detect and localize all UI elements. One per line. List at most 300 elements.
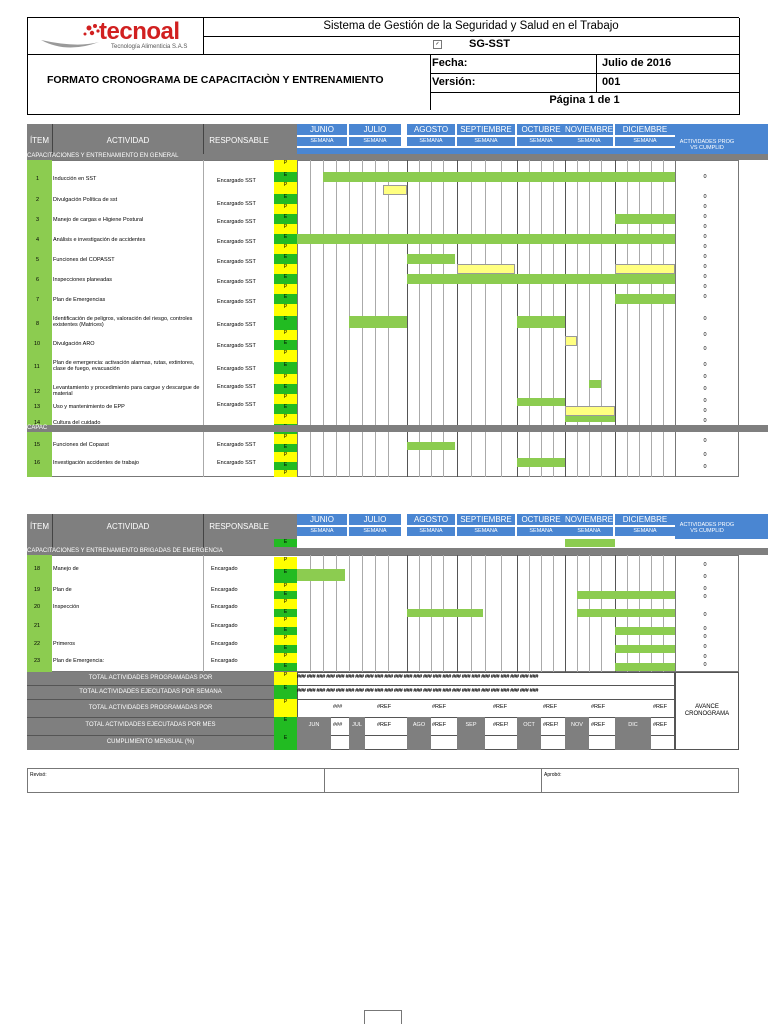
hash: ### xyxy=(500,688,509,694)
system-code: SG-SST xyxy=(469,38,510,50)
e-cell: E xyxy=(274,254,297,264)
e-cell: E xyxy=(274,645,297,653)
hash: ### xyxy=(384,688,393,694)
row-22-resp: Encargado xyxy=(211,641,238,647)
avance-value: 0 xyxy=(703,418,707,424)
col-actividad-2: ACTIVIDAD xyxy=(106,522,150,531)
hash: ### xyxy=(306,688,316,694)
p-cell: P xyxy=(274,672,297,685)
hash: ### xyxy=(403,688,413,694)
row-15-resp: Encargado SST xyxy=(217,442,256,448)
hash: ### xyxy=(345,688,354,694)
e-cell: E xyxy=(274,214,297,224)
avance-value: 0 xyxy=(703,332,707,338)
p-cell: P xyxy=(274,304,297,316)
p-cell: P xyxy=(274,350,297,362)
row-4-resp: Encargado SST xyxy=(217,239,256,245)
row-6-num: 6 xyxy=(36,277,40,283)
semana-6: SEMANA xyxy=(565,137,613,146)
e-cell: E xyxy=(274,685,297,699)
row-5-num: 5 xyxy=(36,257,40,263)
row-21-resp: Encargado xyxy=(211,623,238,629)
row-13-resp: Encargado SST xyxy=(217,402,256,408)
doc-title: FORMATO CRONOGRAMA DE CAPACITACIÒN Y ENTRENAMIENTO xyxy=(47,74,384,86)
hash: ### xyxy=(422,674,432,680)
semana-2-2: SEMANA xyxy=(349,527,401,536)
row-12-act: Levantamiento y procedimiento para cargue y descargue de material xyxy=(53,385,200,397)
semana-2-5: SEMANA xyxy=(517,527,565,536)
avance-value: 0 xyxy=(703,346,707,352)
row-15-num: 15 xyxy=(34,442,41,448)
hash: ### xyxy=(529,674,539,680)
hash: ### xyxy=(510,688,519,694)
bar-row-12 xyxy=(589,380,601,388)
month-junio: JUNIO xyxy=(297,124,347,135)
row-10-resp: Encargado SST xyxy=(217,343,256,349)
avance-value: 0 xyxy=(703,204,707,210)
ref-jun-e: ### xyxy=(333,722,343,728)
row-12-resp: Encargado SST xyxy=(217,384,256,390)
ref-dic-e: #REF xyxy=(653,722,668,728)
col-avance-2: ACTIVIDADES PROG VS CUMPLID xyxy=(679,522,735,534)
hash: ### xyxy=(374,688,384,694)
row-2-resp: Encargado SST xyxy=(217,201,256,207)
row-1-resp: Encargado SST xyxy=(217,178,256,184)
hash: ### xyxy=(471,674,480,680)
avance-cronograma: AVANCE CRONOGRAMA xyxy=(684,704,730,717)
avance-value: 0 xyxy=(703,464,707,470)
p-cell: P xyxy=(274,699,297,717)
e-cell: E xyxy=(274,172,297,182)
row-8-act: Identificación de peligros, valoración del riesgo, controles existentes (Matrices) xyxy=(53,316,193,328)
row-7-act: Plan de Emergencias xyxy=(53,297,106,303)
hash: ### xyxy=(481,674,490,680)
row-22-act: Primeros xyxy=(53,641,76,647)
p-cell: P xyxy=(274,244,297,254)
month-octubre-2: OCTUBRE xyxy=(517,514,565,525)
semana-3: SEMANA xyxy=(407,137,455,146)
bar-row-8b xyxy=(517,316,565,328)
semana-2-3: SEMANA xyxy=(407,527,455,536)
avance-value: 0 xyxy=(703,274,707,280)
bar-row-1 xyxy=(323,172,675,182)
month-octubre: OCTUBRE xyxy=(517,124,565,135)
semana-4: SEMANA xyxy=(457,137,515,146)
row-5-act: Funciones del COPASST xyxy=(53,257,115,263)
avance-value: 0 xyxy=(703,438,707,444)
p-cell: P xyxy=(274,557,297,569)
row-16-act: Investigación accidentes de trabajo xyxy=(53,460,139,466)
schedule-table-1 xyxy=(27,124,768,479)
avance-value: 0 xyxy=(703,374,707,380)
section-brigadas: CAPACITACIONES Y ENTRENAMIENTO BRIGADAS DE EMERGENCIA xyxy=(27,548,223,554)
month-agosto: AGOSTO xyxy=(407,124,455,135)
ref-nov: #REF xyxy=(591,704,606,710)
p-cell: P xyxy=(274,434,297,444)
p-cell: P xyxy=(274,599,297,609)
e-cell: E xyxy=(274,591,297,599)
p-cell: P xyxy=(274,583,297,591)
row-10-act: Divulgación ARO xyxy=(53,341,95,347)
avance-value: 0 xyxy=(703,264,707,270)
p-cell: P xyxy=(274,264,297,274)
col-avance: ACTIVIDADES PROG VS CUMPLID xyxy=(679,139,735,151)
avance-value: 0 xyxy=(703,234,707,240)
row-21-num: 21 xyxy=(34,623,41,629)
p-cell: P xyxy=(274,414,297,424)
hash: ### xyxy=(413,674,422,680)
row-1-act: Inducción en SST xyxy=(53,176,97,182)
hash: ### xyxy=(490,674,500,680)
row-6-act: Inspecciones planeadas xyxy=(53,277,113,283)
bar-row-21 xyxy=(615,627,675,635)
month-short-ago: AGO xyxy=(412,722,426,728)
month-short-nov: NOV xyxy=(571,722,583,728)
p-cell: P xyxy=(274,452,297,462)
avance-value: 0 xyxy=(703,398,707,404)
hash: ### xyxy=(384,674,393,680)
avance-value: 0 xyxy=(703,644,707,650)
hash: ### xyxy=(335,688,345,694)
ref-jul-e: #REF xyxy=(377,722,392,728)
hash: ### xyxy=(461,674,471,680)
bar-row-8a xyxy=(349,316,407,328)
row-13-num: 13 xyxy=(34,404,41,410)
section-capac: CAPAC xyxy=(27,425,48,431)
ref-sep-e: #REF! xyxy=(493,722,509,728)
semana-2-7: SEMANA xyxy=(615,527,675,536)
row-12-num: 12 xyxy=(34,389,41,395)
row-2-act: Divulgación Política de sst xyxy=(53,197,118,203)
semana-2: SEMANA xyxy=(349,137,401,146)
fecha-label: Fecha: xyxy=(432,57,468,69)
bar-row-6 xyxy=(407,274,675,284)
p-cell: P xyxy=(274,394,297,404)
p-cell: P xyxy=(274,374,297,384)
hash: ### xyxy=(306,674,316,680)
avance-value: 0 xyxy=(703,574,707,580)
hash: ### xyxy=(355,688,364,694)
hash: ### xyxy=(432,688,442,694)
hash: ### xyxy=(490,688,500,694)
avance-value: 0 xyxy=(703,662,707,668)
avance-value: 0 xyxy=(703,654,707,660)
row-5-resp: Encargado SST xyxy=(217,259,256,265)
month-septiembre-2: SEPTIEMBRE xyxy=(457,514,515,525)
bar-row-5 xyxy=(407,254,455,264)
hash: ### xyxy=(519,674,529,680)
p-cell: P xyxy=(274,653,297,663)
hash: ### xyxy=(442,688,451,694)
row-8-num: 8 xyxy=(36,321,40,327)
bar-row-13 xyxy=(517,398,565,406)
e-cell: E xyxy=(274,234,297,244)
row-15-act: Funciones del Copasst xyxy=(53,442,109,448)
p-cell: P xyxy=(274,617,297,627)
month-agosto-2: AGOSTO xyxy=(407,514,455,525)
e-cell: E xyxy=(274,404,297,414)
hash: ### xyxy=(403,674,413,680)
hash: ### xyxy=(461,688,471,694)
p-cell: P xyxy=(274,635,297,645)
hash: ### xyxy=(316,688,325,694)
e-cell: E xyxy=(274,294,297,304)
ref-ago-e: #REF xyxy=(432,722,447,728)
fecha-value: Julio de 2016 xyxy=(602,57,672,69)
e-cell: E xyxy=(274,194,297,204)
plan-row-14 xyxy=(565,406,615,416)
ref-oct-e: #REF! xyxy=(543,722,559,728)
signature-footer xyxy=(27,768,739,793)
schedule-table-2 xyxy=(27,514,768,752)
bar-row-15 xyxy=(407,442,455,450)
system-title: Sistema de Gestión de la Seguridad y Salud en el Trabajo xyxy=(323,20,619,32)
row-14-act: Cultura del cuidado xyxy=(53,420,101,426)
bar-row-18 xyxy=(297,569,345,581)
company-subtitle: Tecnología Alimenticia S.A.S xyxy=(111,44,188,50)
row-3-resp: Encargado SST xyxy=(217,219,256,225)
p-cell: P xyxy=(274,284,297,294)
e-cell: E xyxy=(274,539,297,547)
hash: ### xyxy=(529,688,539,694)
row-2-num: 2 xyxy=(36,197,40,203)
ref-ago: #REF xyxy=(432,704,447,710)
hash: ### xyxy=(442,674,451,680)
row-10-num: 10 xyxy=(34,341,41,347)
row-18-num: 18 xyxy=(34,566,41,572)
e-cell: E xyxy=(274,274,297,284)
row-18-resp: Encargado xyxy=(211,566,238,572)
hash: ### xyxy=(393,674,403,680)
row-3-num: 3 xyxy=(36,217,40,223)
row-3-act: Manejo de cargas e Higiene Postural xyxy=(53,217,144,223)
bar-row-20b xyxy=(577,609,675,617)
bar-row-7 xyxy=(615,294,675,304)
month-noviembre-2: NOVIEMBRE xyxy=(565,515,614,524)
avance-value: 0 xyxy=(703,224,707,230)
section-general: CAPACITACIONES Y ENTRENAMIENTO EN GENERAL xyxy=(27,153,179,159)
avance-value: 0 xyxy=(703,562,707,568)
row-8-resp: Encargado SST xyxy=(217,322,256,328)
document-header xyxy=(27,17,739,114)
hash: ### xyxy=(316,674,325,680)
row-19-act: Plan de xyxy=(53,587,72,593)
e-cell: E xyxy=(274,444,297,452)
month-short-dic: DIC xyxy=(628,722,638,728)
hash-row-ejec xyxy=(297,688,675,694)
e-cell: E xyxy=(274,609,297,617)
avance-value: 0 xyxy=(703,254,707,260)
col-responsable-2: RESPONSABLE xyxy=(209,522,269,531)
hash: ### xyxy=(452,674,461,680)
p-cell: P xyxy=(274,330,297,340)
month-julio-2: JULIO xyxy=(349,514,401,525)
row-4-num: 4 xyxy=(36,237,40,243)
month-septiembre: SEPTIEMBRE xyxy=(457,124,515,135)
bar-row-16 xyxy=(517,458,565,467)
col-responsable: RESPONSABLE xyxy=(209,136,269,145)
e-cell: E xyxy=(274,663,297,671)
hash-row-prog xyxy=(297,674,675,680)
hash: ### xyxy=(364,674,374,680)
total-ejec-mes: TOTAL ACTIVIDADES EJECUTADAS POR MES xyxy=(85,722,216,728)
e-cell: E xyxy=(274,384,297,394)
hash: ### xyxy=(326,674,335,680)
col-actividad: ACTIVIDAD xyxy=(106,136,150,145)
hash: ### xyxy=(355,674,364,680)
row-6-resp: Encargado SST xyxy=(217,279,256,285)
reviso-label: Revisó: xyxy=(30,772,47,778)
ref-sep: #REF xyxy=(493,704,508,710)
p-cell: P xyxy=(274,204,297,214)
p-cell: P xyxy=(274,224,297,234)
semana-2-1: SEMANA xyxy=(297,527,347,536)
p-cell: P xyxy=(274,160,297,172)
plan-row-2 xyxy=(383,185,407,195)
avance-value: 0 xyxy=(703,174,707,180)
hash: ### xyxy=(471,688,480,694)
hash: ### xyxy=(481,688,490,694)
row-11-act: Plan de emergencia: activación alarmas, rutas, extintores, clase de fuego, evacuación xyxy=(53,360,195,372)
ref-jun: ### xyxy=(333,704,343,710)
page-number: Página 1 de 1 xyxy=(549,94,620,106)
month-diciembre: DICIEMBRE xyxy=(615,124,675,135)
hash: ### xyxy=(500,674,509,680)
e-cell: E xyxy=(274,316,297,330)
bar-row-23 xyxy=(615,663,675,671)
month-diciembre-2: DICIEMBRE xyxy=(615,514,675,525)
plan-row-6b xyxy=(615,264,675,274)
month-short-jun: JUN xyxy=(308,722,320,728)
total-prog: TOTAL ACTIVIDADES PROGRAMADAS POR xyxy=(88,675,213,681)
e-cell: E xyxy=(274,735,297,750)
avance-value: 0 xyxy=(703,362,707,368)
bar-row-3 xyxy=(615,214,675,224)
hash: ### xyxy=(345,674,354,680)
avance-value: 0 xyxy=(703,586,707,592)
row-19-resp: Encargado xyxy=(211,587,238,593)
col-item: ÍTEM xyxy=(29,136,50,145)
checkbox-icon: ✓ xyxy=(433,40,442,49)
hash: ### xyxy=(297,688,306,694)
row-18-act: Manejo de xyxy=(53,566,79,572)
avance-value: 0 xyxy=(703,634,707,640)
row-16-num: 16 xyxy=(34,460,41,466)
month-junio-2: JUNIO xyxy=(297,514,347,525)
avance-value: 0 xyxy=(703,626,707,632)
month-short-oct: OCT xyxy=(523,722,535,728)
avance-value: 0 xyxy=(703,612,707,618)
bar-row-19 xyxy=(577,591,675,599)
p-cell: P xyxy=(274,182,297,194)
row-19-num: 19 xyxy=(34,587,41,593)
header-bar xyxy=(565,539,615,547)
avance-value: 0 xyxy=(703,284,707,290)
hash: ### xyxy=(364,688,374,694)
e-cell: E xyxy=(274,462,297,470)
plan-row-6a xyxy=(457,264,515,274)
avance-value: 0 xyxy=(703,294,707,300)
ref-jul: #REF xyxy=(377,704,392,710)
avance-value: 0 xyxy=(703,452,707,458)
month-julio: JULIO xyxy=(349,124,401,135)
total-ejec-semana: TOTAL ACTIVIDADES EJECUTADAS POR SEMANA xyxy=(79,689,222,695)
hash: ### xyxy=(297,674,306,680)
total-prog-2: TOTAL ACTIVIDADES PROGRAMADAS POR xyxy=(88,705,213,711)
hash: ### xyxy=(374,674,384,680)
col-item-2: ÍTEM xyxy=(29,522,50,531)
row-13-act: Uso y mantenimiento de EPP xyxy=(53,404,125,410)
hash: ### xyxy=(422,688,432,694)
hash: ### xyxy=(510,674,519,680)
e-cell: E xyxy=(274,627,297,635)
row-16-resp: Encargado SST xyxy=(217,460,256,466)
bar-row-22 xyxy=(615,645,675,653)
row-23-act: Plan de Emergencia: xyxy=(53,658,105,664)
row-4-act: Análisis e investigación de accidentes xyxy=(53,237,146,243)
semana-7: SEMANA xyxy=(615,137,675,146)
month-short-jul: JUL xyxy=(352,722,362,728)
semana-1: SEMANA xyxy=(297,137,347,146)
company-name: tecnoal xyxy=(99,18,180,45)
hash: ### xyxy=(335,674,345,680)
e-cell: E xyxy=(274,340,297,350)
avance-value: 0 xyxy=(703,316,707,322)
plan-row-10 xyxy=(565,336,577,346)
month-noviembre: NOVIEMBRE xyxy=(565,125,614,134)
cumplimiento-mensual: CUMPLIMIENTO MENSUAL (%) xyxy=(106,739,195,745)
row-20-resp: Encargado xyxy=(211,604,238,610)
avance-value: 0 xyxy=(703,244,707,250)
row-22-num: 22 xyxy=(34,641,41,647)
row-20-act: Inspección xyxy=(53,604,80,610)
row-1-num: 1 xyxy=(36,176,40,182)
ref-dic: #REF xyxy=(653,704,668,710)
ref-oct: #REF xyxy=(543,704,558,710)
hash: ### xyxy=(519,688,529,694)
e-cell: E xyxy=(274,717,297,735)
hash: ### xyxy=(413,688,422,694)
row-23-num: 23 xyxy=(34,658,41,664)
version-value: 001 xyxy=(602,76,621,88)
row-14-num: 14 xyxy=(34,420,41,426)
page-fold xyxy=(364,1010,402,1024)
semana-5: SEMANA xyxy=(517,137,565,146)
aprobo-label: Aprobó: xyxy=(544,772,562,778)
row-7-num: 7 xyxy=(36,297,40,303)
version-label: Versión: xyxy=(432,76,476,88)
avance-value: 0 xyxy=(703,214,707,220)
row-23-resp: Encargado xyxy=(211,658,238,664)
bar-row-20a xyxy=(407,609,483,617)
month-short-sep: SEP xyxy=(465,722,477,728)
hash: ### xyxy=(326,688,335,694)
hash: ### xyxy=(393,688,403,694)
e-cell: E xyxy=(274,569,297,583)
row-11-resp: Encargado SST xyxy=(217,366,256,372)
ref-nov-e: #REF xyxy=(591,722,606,728)
bar-row-4 xyxy=(297,234,675,244)
semana-2-4: SEMANA xyxy=(457,527,515,536)
hash: ### xyxy=(432,674,442,680)
p-cell: P xyxy=(274,470,297,477)
hash: ### xyxy=(452,688,461,694)
semana-2-6: SEMANA xyxy=(565,527,613,536)
avance-value: 0 xyxy=(703,194,707,200)
avance-value: 0 xyxy=(703,408,707,414)
avance-value: 0 xyxy=(703,386,707,392)
row-11-num: 11 xyxy=(34,364,40,370)
